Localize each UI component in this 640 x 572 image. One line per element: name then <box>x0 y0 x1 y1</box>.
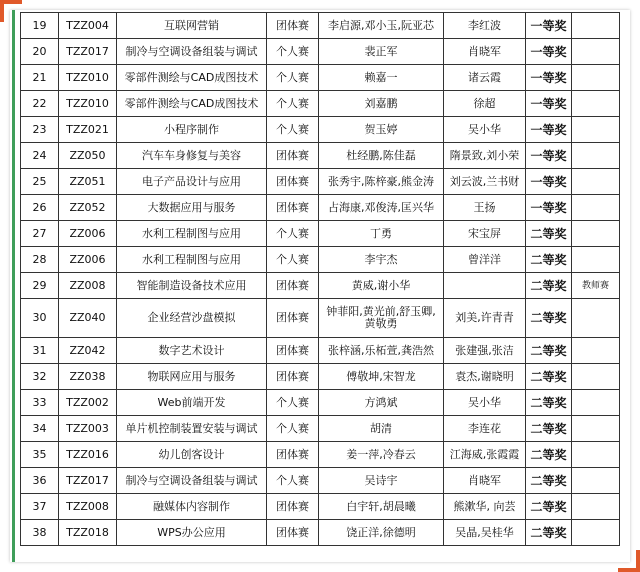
prize-cell: 二等奖 <box>526 364 572 390</box>
row-number-cell: 26 <box>21 195 59 221</box>
prize-cell: 二等奖 <box>526 494 572 520</box>
row-number-cell: 28 <box>21 247 59 273</box>
event-code-cell: ZZ050 <box>59 143 117 169</box>
teacher-cell <box>444 273 526 299</box>
event-name-cell: 物联网应用与服务 <box>117 364 267 390</box>
note-cell <box>572 91 620 117</box>
prize-cell: 一等奖 <box>526 91 572 117</box>
prize-cell: 一等奖 <box>526 39 572 65</box>
event-name-cell: 幼儿创客设计 <box>117 442 267 468</box>
row-number-cell: 21 <box>21 65 59 91</box>
event-code-cell: ZZ051 <box>59 169 117 195</box>
note-cell <box>572 494 620 520</box>
event-name-cell: 小程序制作 <box>117 117 267 143</box>
prize-cell: 一等奖 <box>526 169 572 195</box>
teacher-cell: 刘美,许青青 <box>444 299 526 338</box>
table-row <box>21 169 620 195</box>
teacher-cell: 肖晓军 <box>444 39 526 65</box>
table-row <box>21 117 620 143</box>
event-type-cell: 团体赛 <box>267 169 319 195</box>
teacher-cell: 隋景致,刘小荣 <box>444 143 526 169</box>
students-cell: 刘嘉鹏 <box>319 91 444 117</box>
award-table <box>20 12 620 546</box>
students-cell: 赖嘉一 <box>319 65 444 91</box>
teacher-cell: 吴小华 <box>444 390 526 416</box>
row-number-cell: 22 <box>21 91 59 117</box>
note-cell <box>572 247 620 273</box>
event-type-cell: 个人赛 <box>267 390 319 416</box>
prize-cell: 二等奖 <box>526 390 572 416</box>
teacher-cell: 吴小华 <box>444 117 526 143</box>
students-cell: 张秀宇,陈梓豪,熊金涛 <box>319 169 444 195</box>
row-number-cell: 29 <box>21 273 59 299</box>
event-code-cell: TZZ010 <box>59 91 117 117</box>
note-cell <box>572 117 620 143</box>
event-type-cell: 个人赛 <box>267 247 319 273</box>
teacher-cell: 李连花 <box>444 416 526 442</box>
students-cell: 裴正军 <box>319 39 444 65</box>
event-type-cell: 团体赛 <box>267 442 319 468</box>
row-number-cell: 27 <box>21 221 59 247</box>
event-type-cell: 团体赛 <box>267 273 319 299</box>
table-row <box>21 299 620 338</box>
event-name-cell: 智能制造设备技术应用 <box>117 273 267 299</box>
students-cell: 张梓涵,乐柘萱,龚浩然 <box>319 338 444 364</box>
event-name-cell: 单片机控制装置安装与调试 <box>117 416 267 442</box>
event-code-cell: TZZ010 <box>59 65 117 91</box>
sheet-green-edge <box>12 10 15 562</box>
event-type-cell: 团体赛 <box>267 520 319 546</box>
prize-cell: 二等奖 <box>526 442 572 468</box>
event-code-cell: ZZ006 <box>59 221 117 247</box>
table-row <box>21 468 620 494</box>
award-table-body <box>21 13 620 546</box>
row-number-cell: 34 <box>21 416 59 442</box>
event-name-cell: 制冷与空调设备组装与调试 <box>117 39 267 65</box>
teacher-cell: 江海威,张霞霞 <box>444 442 526 468</box>
note-cell <box>572 338 620 364</box>
prize-cell: 二等奖 <box>526 299 572 338</box>
event-name-cell: 制冷与空调设备组装与调试 <box>117 468 267 494</box>
prize-cell: 一等奖 <box>526 13 572 39</box>
students-cell: 黄威,谢小华 <box>319 273 444 299</box>
students-cell: 白宇轩,胡晨曦 <box>319 494 444 520</box>
table-row <box>21 390 620 416</box>
event-code-cell: TZZ017 <box>59 39 117 65</box>
table-row <box>21 247 620 273</box>
event-code-cell: TZZ018 <box>59 520 117 546</box>
event-name-cell: 水利工程制图与应用 <box>117 221 267 247</box>
event-name-cell: 水利工程制图与应用 <box>117 247 267 273</box>
teacher-cell: 袁杰,谢晓明 <box>444 364 526 390</box>
note-cell <box>572 143 620 169</box>
event-type-cell: 个人赛 <box>267 468 319 494</box>
event-type-cell: 个人赛 <box>267 65 319 91</box>
students-cell: 饶正洋,徐德明 <box>319 520 444 546</box>
table-row <box>21 442 620 468</box>
event-type-cell: 个人赛 <box>267 221 319 247</box>
row-number-cell: 31 <box>21 338 59 364</box>
note-cell <box>572 221 620 247</box>
students-cell: 丁勇 <box>319 221 444 247</box>
note-cell <box>572 299 620 338</box>
note-cell <box>572 520 620 546</box>
teacher-cell: 宋宝屏 <box>444 221 526 247</box>
row-number-cell: 33 <box>21 390 59 416</box>
event-code-cell: TZZ017 <box>59 468 117 494</box>
event-code-cell: ZZ008 <box>59 273 117 299</box>
event-code-cell: ZZ038 <box>59 364 117 390</box>
students-cell: 傅敬坤,宋智龙 <box>319 364 444 390</box>
row-number-cell: 30 <box>21 299 59 338</box>
table-row <box>21 273 620 299</box>
students-cell: 李启源,邓小玉,阮亚芯 <box>319 13 444 39</box>
note-cell <box>572 65 620 91</box>
prize-cell: 一等奖 <box>526 117 572 143</box>
event-type-cell: 团体赛 <box>267 338 319 364</box>
event-name-cell: 互联网营销 <box>117 13 267 39</box>
table-row <box>21 494 620 520</box>
note-cell <box>572 364 620 390</box>
students-cell: 姜一萍,冷春云 <box>319 442 444 468</box>
students-cell: 钟菲阳,黄光前,舒玉卿,黄敬勇 <box>319 299 444 338</box>
table-row <box>21 91 620 117</box>
teacher-cell: 熊漱华, 向芸 <box>444 494 526 520</box>
note-cell <box>572 195 620 221</box>
students-cell: 方鸿斌 <box>319 390 444 416</box>
teacher-cell: 张建强,张洁 <box>444 338 526 364</box>
event-code-cell: TZZ002 <box>59 390 117 416</box>
prize-cell: 二等奖 <box>526 247 572 273</box>
event-code-cell: TZZ004 <box>59 13 117 39</box>
event-name-cell: 数字艺术设计 <box>117 338 267 364</box>
event-type-cell: 个人赛 <box>267 117 319 143</box>
students-cell: 吴诗宇 <box>319 468 444 494</box>
prize-cell: 二等奖 <box>526 273 572 299</box>
event-name-cell: 零部件测绘与CAD成图技术 <box>117 91 267 117</box>
event-code-cell: ZZ052 <box>59 195 117 221</box>
event-name-cell: 零部件测绘与CAD成图技术 <box>117 65 267 91</box>
event-name-cell: 企业经营沙盘模拟 <box>117 299 267 338</box>
row-number-cell: 25 <box>21 169 59 195</box>
event-type-cell: 个人赛 <box>267 91 319 117</box>
event-type-cell: 团体赛 <box>267 195 319 221</box>
row-number-cell: 35 <box>21 442 59 468</box>
students-cell: 杜经鹏,陈佳磊 <box>319 143 444 169</box>
table-row <box>21 13 620 39</box>
event-type-cell: 团体赛 <box>267 299 319 338</box>
table-row <box>21 39 620 65</box>
prize-cell: 一等奖 <box>526 65 572 91</box>
students-cell: 占海康,邓俊涛,匡兴华 <box>319 195 444 221</box>
event-code-cell: TZZ021 <box>59 117 117 143</box>
event-type-cell: 团体赛 <box>267 494 319 520</box>
table-row <box>21 338 620 364</box>
students-cell: 贺玉婷 <box>319 117 444 143</box>
prize-cell: 一等奖 <box>526 143 572 169</box>
note-cell: 教师赛 <box>572 273 620 299</box>
event-code-cell: ZZ006 <box>59 247 117 273</box>
table-row <box>21 520 620 546</box>
row-number-cell: 37 <box>21 494 59 520</box>
event-type-cell: 个人赛 <box>267 39 319 65</box>
prize-cell: 二等奖 <box>526 520 572 546</box>
note-cell <box>572 442 620 468</box>
event-name-cell: 融媒体内容制作 <box>117 494 267 520</box>
event-name-cell: 电子产品设计与应用 <box>117 169 267 195</box>
teacher-cell: 王扬 <box>444 195 526 221</box>
prize-cell: 一等奖 <box>526 195 572 221</box>
row-number-cell: 32 <box>21 364 59 390</box>
row-number-cell: 20 <box>21 39 59 65</box>
event-code-cell: TZZ003 <box>59 416 117 442</box>
event-code-cell: ZZ040 <box>59 299 117 338</box>
row-number-cell: 23 <box>21 117 59 143</box>
teacher-cell: 徐超 <box>444 91 526 117</box>
event-type-cell: 个人赛 <box>267 416 319 442</box>
table-row <box>21 143 620 169</box>
event-code-cell: ZZ042 <box>59 338 117 364</box>
event-type-cell: 团体赛 <box>267 143 319 169</box>
students-cell: 胡清 <box>319 416 444 442</box>
prize-cell: 二等奖 <box>526 468 572 494</box>
event-name-cell: 大数据应用与服务 <box>117 195 267 221</box>
row-number-cell: 19 <box>21 13 59 39</box>
table-row <box>21 221 620 247</box>
event-name-cell: 汽车车身修复与美容 <box>117 143 267 169</box>
note-cell <box>572 39 620 65</box>
table-row <box>21 416 620 442</box>
teacher-cell: 李红波 <box>444 13 526 39</box>
table-row <box>21 364 620 390</box>
note-cell <box>572 416 620 442</box>
teacher-cell: 刘云波,兰书财 <box>444 169 526 195</box>
note-cell <box>572 13 620 39</box>
note-cell <box>572 169 620 195</box>
prize-cell: 二等奖 <box>526 221 572 247</box>
note-cell <box>572 468 620 494</box>
teacher-cell: 曾洋洋 <box>444 247 526 273</box>
teacher-cell: 肖晓军 <box>444 468 526 494</box>
event-type-cell: 团体赛 <box>267 13 319 39</box>
teacher-cell: 吴晶,吴桂华 <box>444 520 526 546</box>
event-name-cell: WPS办公应用 <box>117 520 267 546</box>
row-number-cell: 38 <box>21 520 59 546</box>
table-row <box>21 195 620 221</box>
students-cell: 李宇杰 <box>319 247 444 273</box>
teacher-cell: 诸云霞 <box>444 65 526 91</box>
event-code-cell: TZZ008 <box>59 494 117 520</box>
prize-cell: 二等奖 <box>526 338 572 364</box>
note-cell <box>572 390 620 416</box>
table-row <box>21 65 620 91</box>
prize-cell: 二等奖 <box>526 416 572 442</box>
event-name-cell: Web前端开发 <box>117 390 267 416</box>
row-number-cell: 24 <box>21 143 59 169</box>
row-number-cell: 36 <box>21 468 59 494</box>
event-type-cell: 团体赛 <box>267 364 319 390</box>
event-code-cell: TZZ016 <box>59 442 117 468</box>
